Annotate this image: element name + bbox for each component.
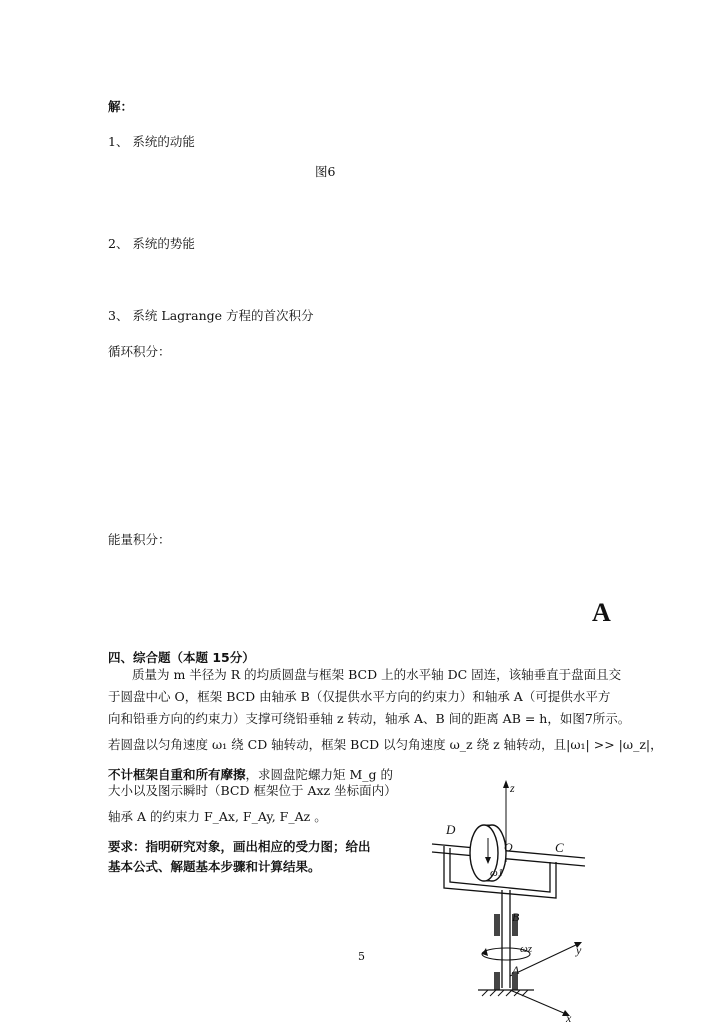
- solution-item-3: 3、 系统 Lagrange 方程的首次积分: [108, 308, 314, 323]
- cyclic-integral-label: 循环积分：: [108, 344, 171, 359]
- answer-mark: A: [592, 598, 611, 627]
- energy-integral-label: 能量积分：: [108, 532, 171, 547]
- label-omega1: ω1: [490, 867, 504, 879]
- label-B: B: [512, 910, 520, 924]
- label-C: C: [555, 840, 564, 855]
- label-z: z: [510, 781, 515, 795]
- x-axis: [510, 990, 566, 1014]
- label-D: D: [446, 822, 456, 837]
- problem-line-1: 质量为 m 半径为 R 的均质圆盘与框架 BCD 上的水平轴 DC 固连，该轴垂直于盘面且交: [132, 667, 622, 682]
- problem-line-7: 轴承 A 的约束力 F_Ax, F_Ay, F_Az 。: [108, 809, 327, 824]
- label-y: y: [576, 943, 582, 957]
- requirement-line-1: 要求：指明研究对象，画出相应的受力图；给出: [108, 839, 371, 854]
- solution-heading: 解：: [108, 99, 134, 114]
- problem-line-2: 于圆盘中心 O，框架 BCD 由轴承 B（仅提供水平方向的约束力）和轴承 A（可提供水平方: [108, 689, 611, 704]
- requirement-line-2: 基本公式、解题基本步骤和计算结果。: [108, 859, 321, 874]
- bearing-a: [494, 972, 500, 990]
- problem-line-6: 大小以及图示瞬时（BCD 框架位于 Axz 坐标面内）: [108, 783, 397, 798]
- solution-item-2: 2、 系统的势能: [108, 236, 195, 251]
- z-axis-arrow: [503, 780, 509, 788]
- gyro-moment-text: ，求圆盘陀螺力矩 M_g 的: [245, 767, 394, 782]
- problem-heading: 四、综合题（本题 15分）: [108, 650, 255, 665]
- bearing-b: [494, 914, 500, 936]
- figure-6-caption: 图6: [315, 164, 336, 179]
- label-A: A: [512, 963, 520, 977]
- solution-item-1: 1、 系统的动能: [108, 134, 195, 149]
- label-x: x: [566, 1011, 572, 1022]
- problem-line-3: 向和铅垂方向的约束力）支撑可绕铅垂轴 z 转动，轴承 A、B 间的距离 AB = h，如图7所示。: [108, 711, 631, 726]
- label-omega-z: ωz: [520, 943, 533, 955]
- page-number: 5: [358, 950, 365, 963]
- label-O: O: [504, 840, 513, 854]
- no-friction-note: 不计框架自重和所有摩擦: [108, 767, 246, 782]
- problem-line-4: 若圆盘以匀角速度 ω₁ 绕 CD 轴转动，框架 BCD 以匀角速度 ω_z 绕 z 轴转动，且|ω₁| >> |ω_z|，: [108, 737, 663, 752]
- figure-7-diagram: [420, 776, 610, 1022]
